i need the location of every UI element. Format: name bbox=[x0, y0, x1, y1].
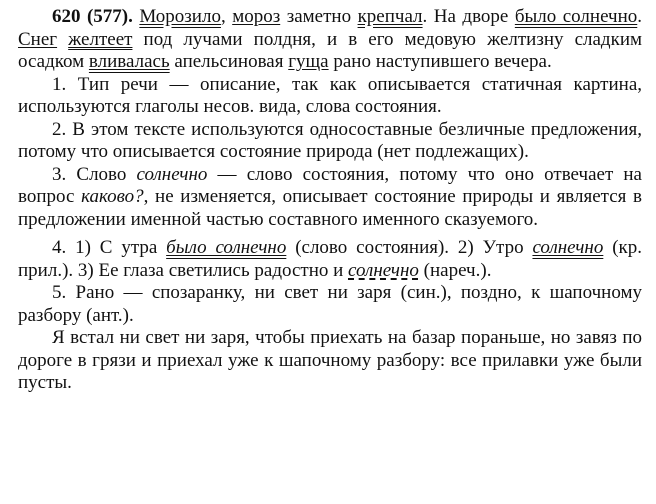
adverbial-word: солнечно bbox=[348, 259, 419, 281]
text-fragment: . На дворе bbox=[422, 6, 509, 27]
text-fragment: заметно bbox=[286, 6, 352, 27]
predicate-word: солнечно bbox=[532, 237, 604, 258]
predicate-word: Морозило bbox=[139, 6, 221, 27]
predicate-word: крепчал bbox=[357, 6, 423, 27]
answer-4 bbox=[18, 237, 642, 282]
predicate-word: желтеет bbox=[68, 28, 133, 50]
predicate-word: было солнечно bbox=[514, 6, 638, 27]
text-fragment: рано наступившего вечера. bbox=[333, 51, 552, 72]
text-fragment: 4. 1) С утра bbox=[52, 237, 158, 258]
exercise-number: 620 (577). bbox=[52, 6, 133, 27]
predicate-word: вливалась bbox=[88, 51, 170, 72]
subject-word: гуща bbox=[288, 51, 329, 72]
italic-word: солнечно bbox=[136, 163, 208, 185]
answer-2: 2. В этом тексте используются односоставные безличные предложения, потому что описывается состояние природа (нет подлежащих). bbox=[18, 118, 642, 162]
predicate-word: было солнечно bbox=[166, 237, 287, 258]
text-fragment: 3. Слово bbox=[52, 163, 127, 185]
text-fragment: . bbox=[637, 6, 643, 27]
exercise-text bbox=[18, 6, 642, 74]
answer-3 bbox=[18, 164, 642, 232]
subject-word: Снег bbox=[18, 28, 58, 50]
text-fragment: (слово состояния). 2) Утро bbox=[295, 237, 524, 258]
italic-word: каково? bbox=[81, 186, 144, 207]
text-fragment: под лучами полдня, и в его медовую желтизну сладким осадком bbox=[18, 28, 643, 72]
text-fragment: апельсиновая bbox=[174, 51, 284, 72]
answer-5: 5. Рано — спозаранку, ни свет ни заря (син.), поздно, к шапочному разбору (ант.). bbox=[18, 282, 642, 326]
text-fragment: , bbox=[220, 6, 226, 27]
text-fragment: — слово состояния, потому что оно отвечает на вопрос bbox=[18, 163, 642, 207]
subject-word: мороз bbox=[232, 6, 281, 27]
text-fragment: (кр. прил.). 3) Ее глаза светились радостно и bbox=[18, 237, 642, 281]
text-fragment: , не изменяется, описывает состояние природы и является в предложении именной частью составного именного сказуемого. bbox=[18, 186, 643, 230]
answer-6: Я встал ни свет ни заря, чтобы приехать на базар пораньше, но завяз по дороге в грязи и приехал уже к шапочному разбору: все прилавки уже были пусты. bbox=[18, 327, 642, 393]
answer-1: 1. Тип речи — описание, так как описывается статичная картина, используются глаголы несов. вида, слова состояния. bbox=[18, 73, 642, 117]
text-fragment: (нареч.). bbox=[423, 259, 492, 281]
